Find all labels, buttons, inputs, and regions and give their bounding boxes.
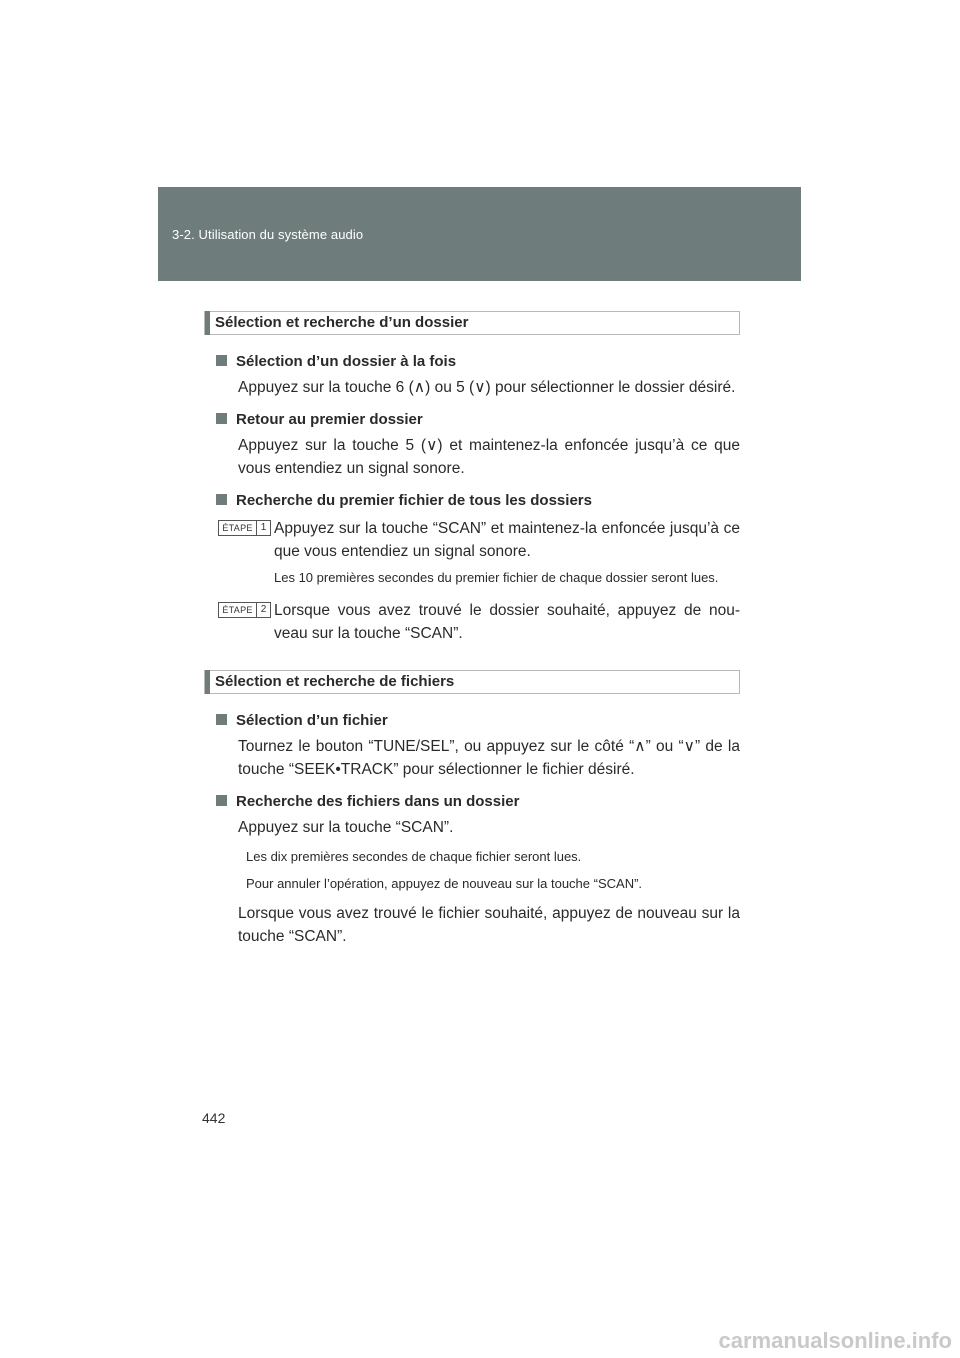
step-text: Lorsque vous avez trouvé le dossier souhaité, appuyez de nou-veau sur la touche “SCAN”. — [274, 602, 740, 642]
subsection-title: Retour au premier dossier — [216, 410, 740, 430]
subsection-title: Sélection d’un dossier à la fois — [216, 352, 740, 372]
subsection-title: Sélection d’un fichier — [216, 711, 740, 731]
square-bullet-icon — [216, 413, 227, 424]
subsection-title: Recherche du premier fichier de tous les dossiers — [216, 491, 740, 511]
step-1 — [204, 517, 740, 586]
step-badge: ÉTAPE 1 — [218, 520, 271, 536]
square-bullet-icon — [216, 355, 227, 366]
watermark: carmanualsonline.info — [718, 1328, 952, 1353]
note-text: Les dix premières secondes de chaque fichier seront lues. — [246, 849, 582, 864]
square-bullet-icon — [216, 714, 227, 725]
square-bullet-icon — [216, 795, 227, 806]
subsection-title: Recherche des fichiers dans un dossier — [216, 792, 740, 812]
step-note: Les 10 premières secondes du premier fichier de chaque dossier seront lues. — [274, 570, 719, 585]
page-header — [158, 187, 801, 281]
step-text: Appuyez sur la touche “SCAN” et maintenez-la enfoncée jusqu’à ce que vous entendiez un signal sonore. — [274, 520, 740, 560]
step-badge: ÉTAPE 2 — [218, 602, 271, 618]
page-content — [204, 311, 740, 948]
square-bullet-icon — [216, 494, 227, 505]
section-title-folder: Sélection et recherche d’un dossier — [204, 311, 740, 335]
page-number: 442 — [202, 1110, 226, 1126]
body-text: Appuyez sur la touche “SCAN”. — [238, 819, 454, 836]
body-text: Appuyez sur la touche 5 (∨) et maintenez-la enfoncée jusqu’à ce que vous entendiez un signal sonore. — [238, 437, 740, 477]
body-text: Tournez le bouton “TUNE/SEL”, ou appuyez sur le côté “∧” ou “∨” de la touche “SEEK•TRACK” pour sélectionner le fichier désiré. — [238, 738, 740, 778]
section-title-files: Sélection et recherche de fichiers — [204, 670, 740, 694]
step-2 — [204, 599, 740, 645]
chapter-title: 3-2. Utilisation du système audio — [172, 227, 364, 242]
body-text: Appuyez sur la touche 6 (∧) ou 5 (∨) pour sélectionner le dossier désiré. — [238, 379, 736, 396]
body-text: Lorsque vous avez trouvé le fichier souhaité, appuyez de nouveau sur la touche “SCAN”. — [238, 905, 740, 945]
note-text: Pour annuler l’opération, appuyez de nouveau sur la touche “SCAN”. — [246, 876, 643, 891]
